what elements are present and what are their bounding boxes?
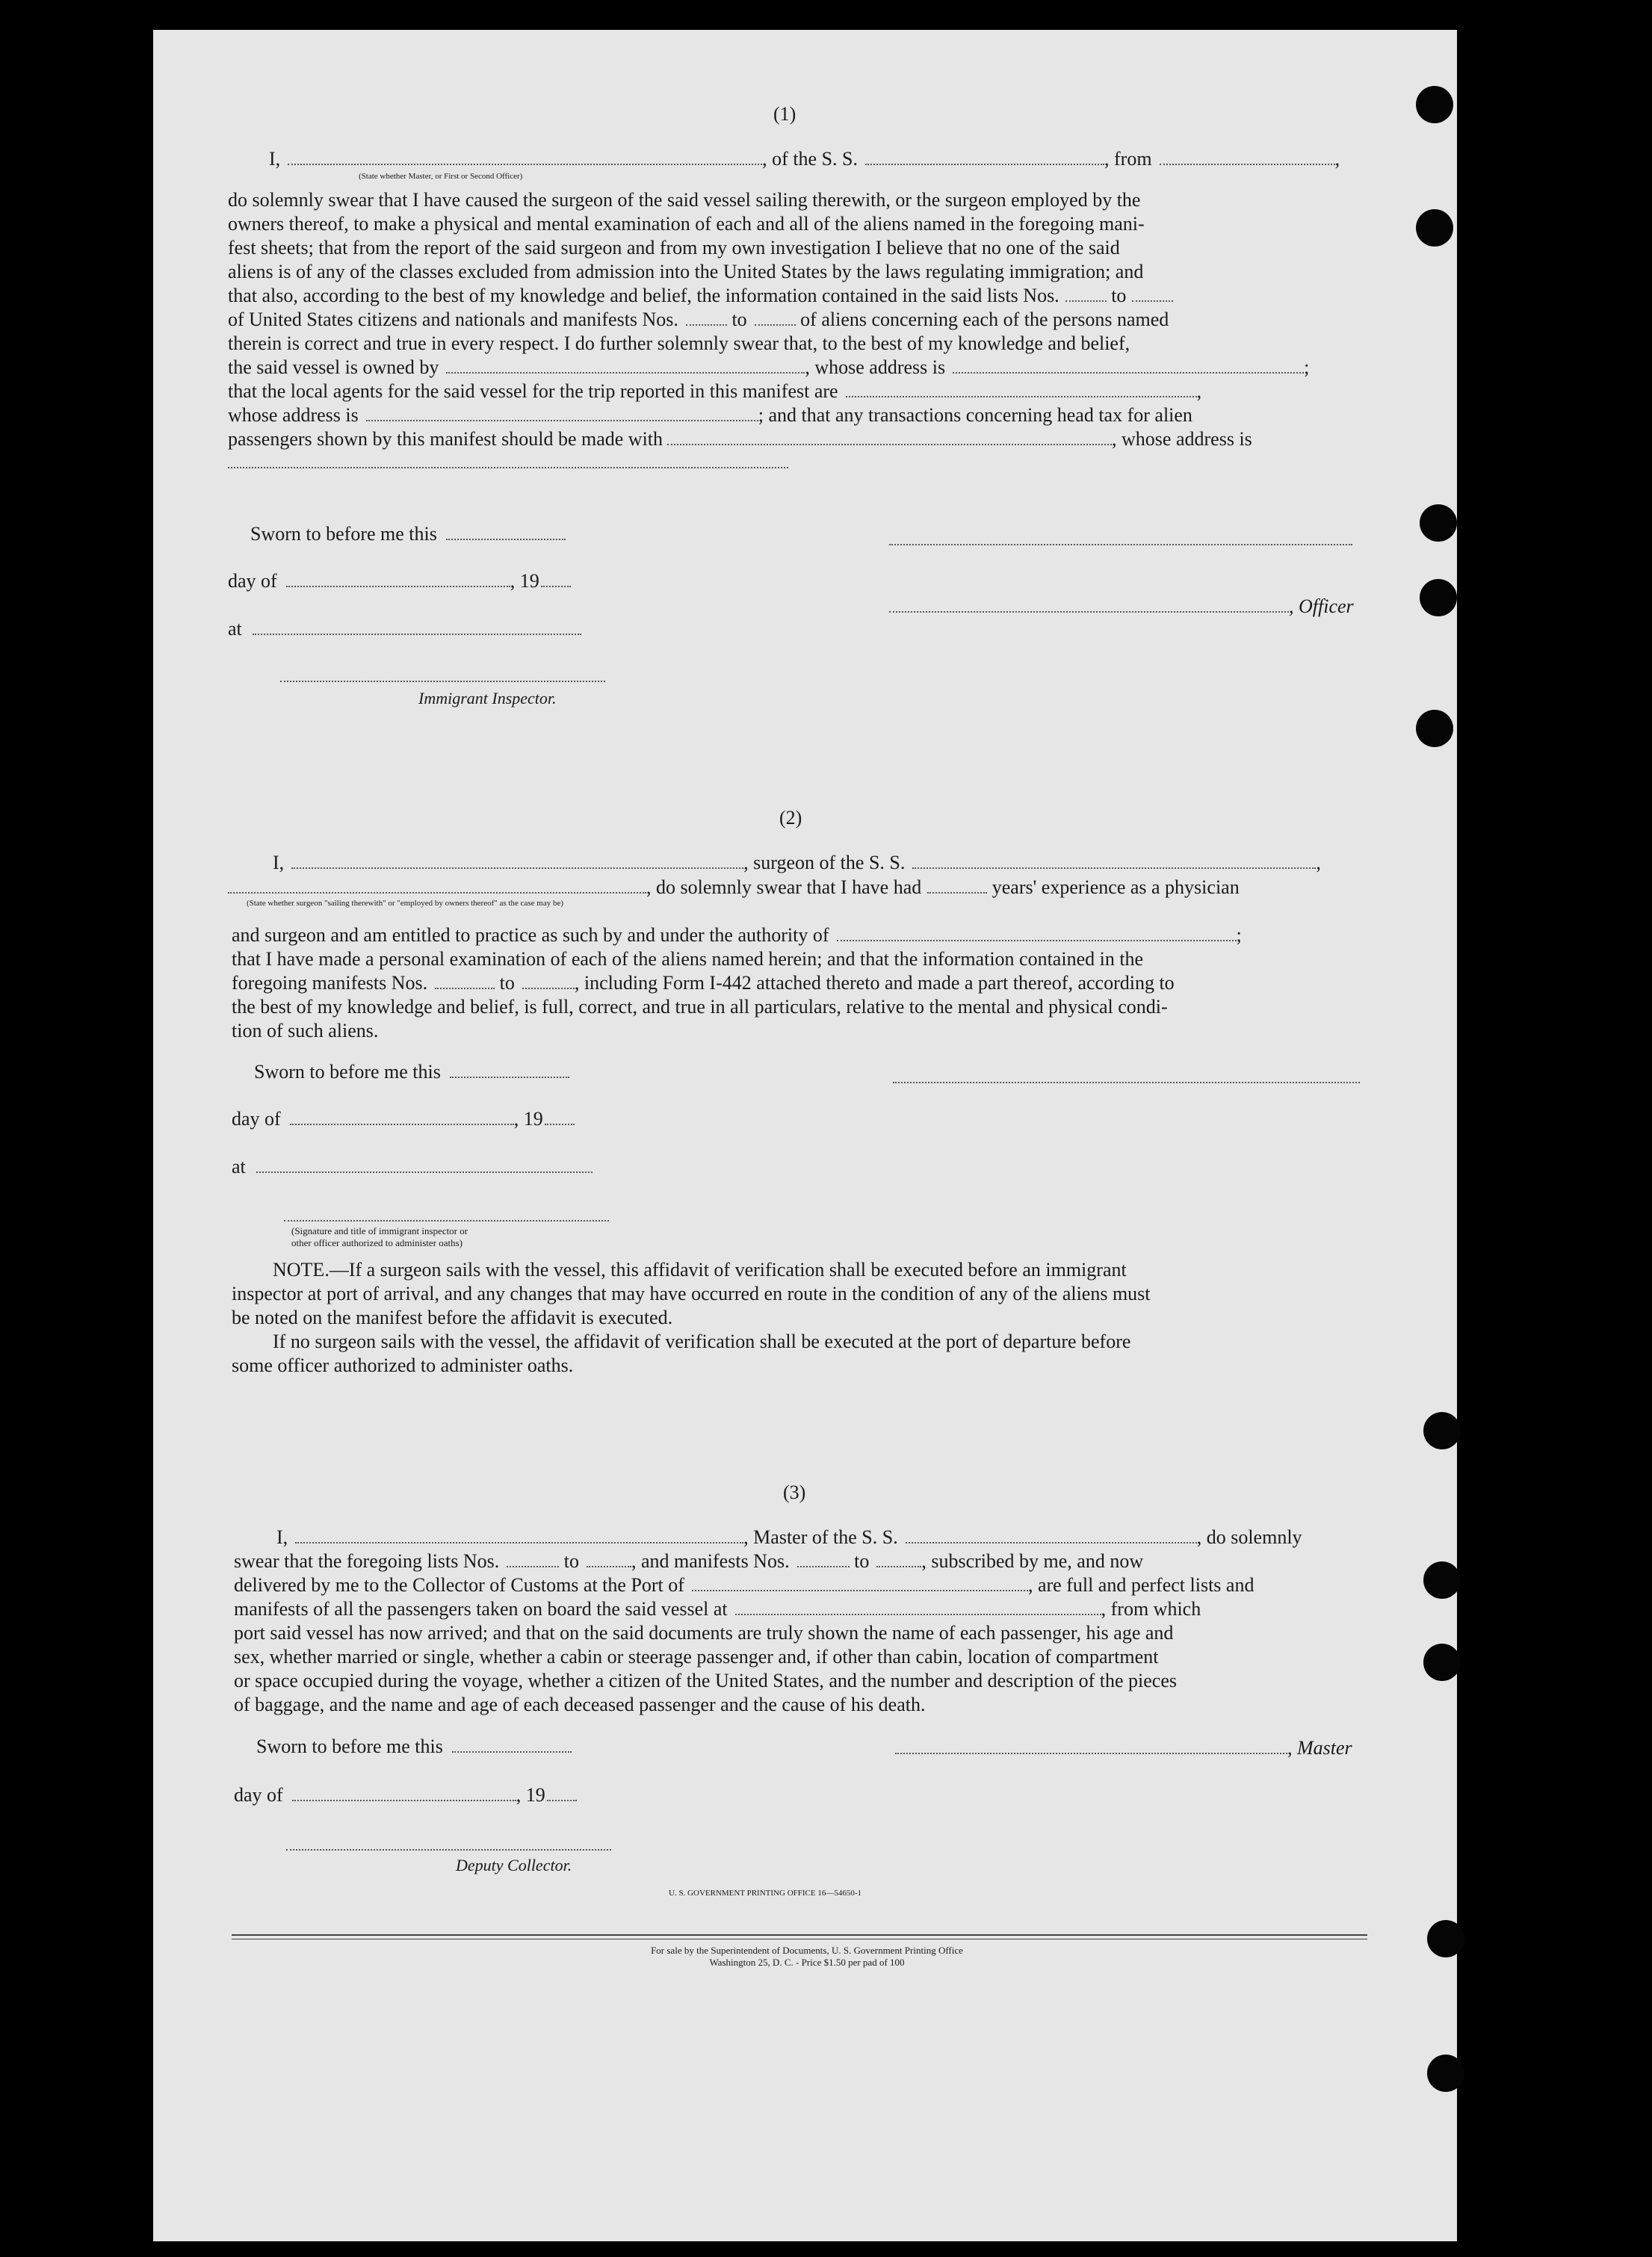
oath-line: , do solemnly swear that I have had years' experience as a physician xyxy=(228,876,1240,899)
gpo-imprint: U. S. GOVERNMENT PRINTING OFFICE 16—54650-1 xyxy=(669,1889,862,1898)
oath-body: of baggage, and the name and age of each deceased passenger and the cause of his death. xyxy=(234,1694,926,1715)
master-signature: , Master xyxy=(895,1737,1352,1759)
at-label: at xyxy=(228,618,581,640)
oath-body: delivered by me to the Collector of Customs at the Port of , are full and perfect lists and xyxy=(234,1574,1255,1596)
oath-body: fest sheets; that from the report of the said surgeon and from my own investigation I believe that no one of the said xyxy=(228,237,1120,258)
surgeon-signature-line xyxy=(893,1082,1360,1083)
address-line xyxy=(228,467,788,468)
oath-body: that also, according to the best of my knowledge and belief, the information contained in the said lists Nos. to xyxy=(228,285,1173,307)
sworn-label: Sworn to before me this xyxy=(256,1736,572,1758)
oath-body: of United States citizens and nationals and manifests Nos. to of aliens concerning each of the persons named xyxy=(228,309,1169,330)
binder-hole xyxy=(1416,86,1453,123)
form-page xyxy=(153,30,1457,2241)
oath-body: therein is correct and true in every respect. I do further solemnly swear that, to the best of my knowledge and belief, xyxy=(228,332,1130,354)
sworn-label: Sworn to before me this xyxy=(254,1061,569,1083)
binder-hole xyxy=(1420,504,1457,542)
note-text: If no surgeon sails with the vessel, the affidavit of verification shall be executed at the port of departure before xyxy=(273,1331,1131,1352)
oath-line: I, , surgeon of the S. S. , xyxy=(273,852,1321,873)
binder-hole xyxy=(1423,1561,1461,1599)
day-label: day of , 19 xyxy=(228,570,571,592)
binder-hole xyxy=(1423,1644,1461,1681)
sworn-label: Sworn to before me this xyxy=(250,523,566,545)
oath-body: tion of such aliens. xyxy=(232,1020,379,1041)
section-number: (1) xyxy=(773,103,796,125)
oath-body: port said vessel has now arrived; and that on the said documents are truly shown the name of each passenger, his age and xyxy=(234,1622,1174,1644)
binder-hole xyxy=(1416,209,1453,247)
oath-line: I, , of the S. S. , from , xyxy=(269,148,1340,170)
binder-hole xyxy=(1420,579,1457,616)
binder-hole xyxy=(1423,1412,1461,1449)
signature-note: (Signature and title of immigrant inspector or xyxy=(291,1225,468,1236)
note-text: inspector at port of arrival, and any changes that may have occurred en route in the condition of any of the aliens must xyxy=(232,1283,1151,1304)
oath-body: and surgeon and am entitled to practice as such by and under the authority of ; xyxy=(232,924,1242,946)
inspector-label: Immigrant Inspector. xyxy=(418,689,557,708)
day-label: day of , 19 xyxy=(232,1108,575,1130)
officer-signature: , Officer xyxy=(889,595,1354,618)
deputy-label: Deputy Collector. xyxy=(456,1856,572,1874)
surgeon-note: (State whether surgeon "sailing therewith" or "employed by owners thereof" as the case may be) xyxy=(247,899,564,908)
note-text: be noted on the manifest before the affidavit is executed. xyxy=(232,1307,673,1328)
oath-body: foregoing manifests Nos. to , including Form I-442 attached thereto and made a part thereof, according to xyxy=(232,972,1175,994)
signature-note: other officer authorized to administer oaths) xyxy=(291,1237,463,1248)
oath-body: do solemnly swear that I have caused the surgeon of the said vessel sailing therewith, or the surgeon employed by the xyxy=(228,189,1141,211)
day-label: day of , 19 xyxy=(234,1784,577,1806)
oath-body: the said vessel is owned by , whose address is ; xyxy=(228,356,1310,378)
oath-line: I, , Master of the S. S. , do solemnly xyxy=(276,1526,1302,1548)
oath-body: that the local agents for the said vessel for the trip reported in this manifest are , xyxy=(228,380,1202,402)
oath-body: manifests of all the passengers taken on board the said vessel at , from which xyxy=(234,1598,1201,1620)
inspector-signature-line xyxy=(280,681,605,682)
officer-note: (State whether Master, or First or Second Officer) xyxy=(359,172,523,181)
officer-signature-line xyxy=(889,544,1352,545)
deputy-signature-line xyxy=(286,1849,611,1851)
note-text: NOTE.—If a surgeon sails with the vessel, this affidavit of verification shall be executed before an immigrant xyxy=(273,1259,1127,1281)
oath-body: sex, whether married or single, whether a cabin or steerage passenger and, if other than cabin, location of compartment xyxy=(234,1646,1159,1668)
section-number: (3) xyxy=(783,1482,806,1503)
oath-body: whose address is ; and that any transactions concerning head tax for alien xyxy=(228,404,1192,426)
oath-body: passengers shown by this manifest should be made with , whose address is xyxy=(228,428,1252,450)
footer-rule xyxy=(232,1934,1367,1936)
sale-notice: For sale by the Superintendent of Documents, U. S. Government Printing Office xyxy=(651,1945,963,1956)
note-text: some officer authorized to administer oaths. xyxy=(232,1354,574,1376)
at-label: at xyxy=(232,1156,593,1178)
oath-body: aliens is of any of the classes excluded from admission into the United States by the laws regulating immigration; and xyxy=(228,261,1144,282)
oath-body: owners thereof, to make a physical and mental examination of each and all of the aliens named in the foregoing mani- xyxy=(228,213,1145,235)
oath-body: or space occupied during the voyage, whether a citizen of the United States, and the number and description of the pieces xyxy=(234,1670,1178,1691)
oath-body: the best of my knowledge and belief, is full, correct, and true in all particulars, relative to the mental and physical condi- xyxy=(232,996,1168,1018)
binder-hole xyxy=(1416,710,1453,747)
oath-body: swear that the foregoing lists Nos. to , and manifests Nos. to , subscribed by me, and now xyxy=(234,1550,1144,1572)
binder-hole xyxy=(1427,1920,1464,1957)
inspector-signature-line xyxy=(284,1220,609,1222)
binder-hole xyxy=(1427,2055,1464,2092)
oath-body: that I have made a personal examination of each of the aliens named herein; and that the information contained in the xyxy=(232,948,1144,970)
sale-notice: Washington 25, D. C. - Price $1.50 per pad of 100 xyxy=(709,1957,905,1968)
section-number: (2) xyxy=(779,807,802,829)
